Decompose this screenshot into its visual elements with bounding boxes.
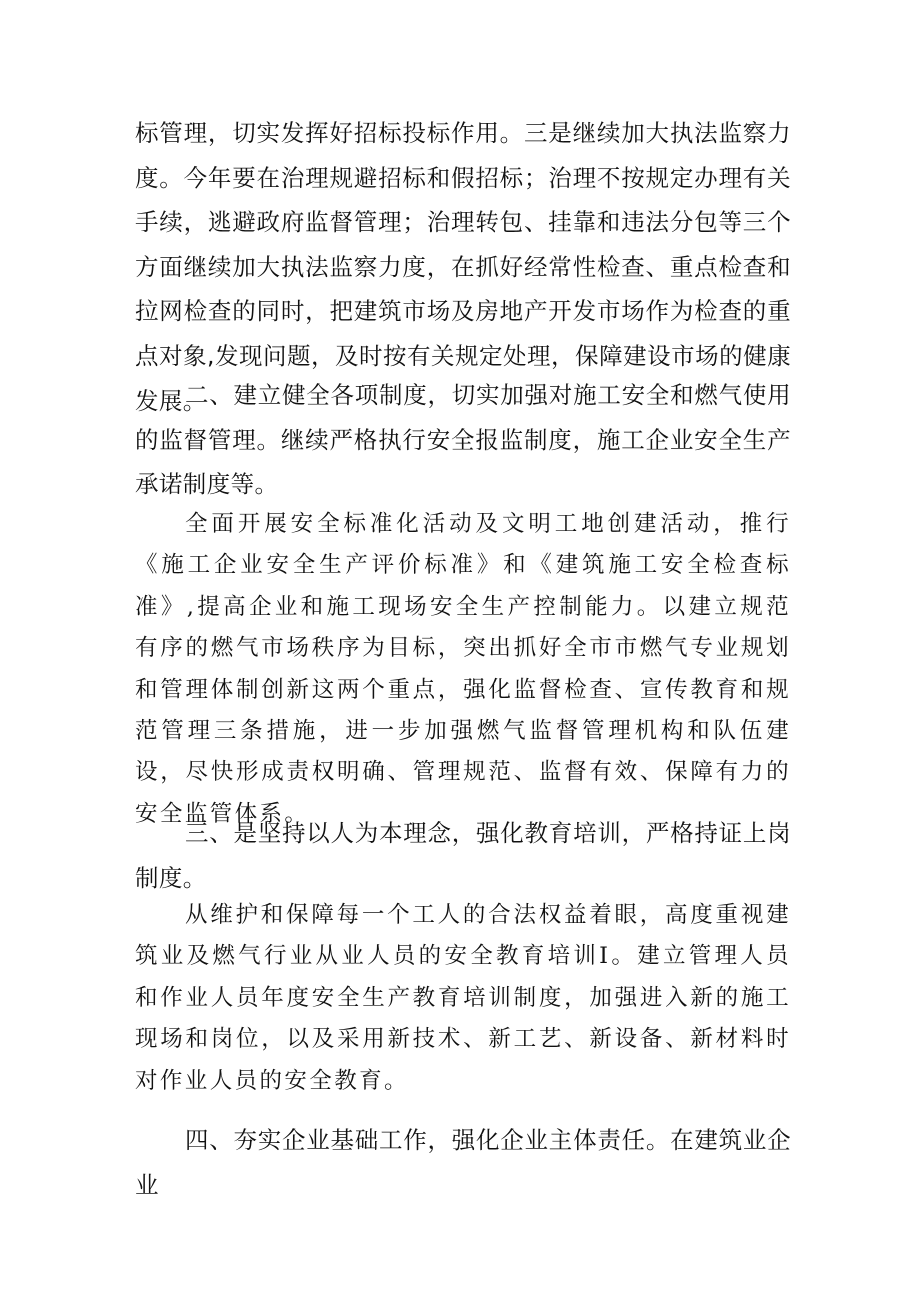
paragraph-tendering-supervision: 标管理，切实发挥好招标投标作用。三是继续加大执法监察力度。今年要在治理规避招标和假招标；治理不按规定办理有关手续，逃避政府监督管理；治理转包、挂靠和违法分包等三个方面继续加大执法监察力度，在抓好经常性检查、重点检查和拉网检查的同时，把建筑市场及房地产开发市场作为检查的重点对象,发现问题，及时按有关规定处理，保障建设市场的健康发展。 — [135, 119, 791, 415]
paragraph-safety-standardization: 全面开展安全标准化活动及文明工地创建活动，推行《施工企业安全生产评价标准》和《建筑施工安全检查标准》,提高企业和施工现场安全生产控制能力。以建立规范有序的燃气市场秩序为目标，突出抓好全市市燃气专业规划和管理体制创新这两个重点，强化监督检查、宣传教育和规范管理三条措施，进一步加强燃气监督管理机构和队伍建设，尽快形成责权明确、管理规范、监督有效、保障有力的安全监管体系。 — [135, 511, 791, 827]
paragraph-worker-training: 从维护和保障每一个工人的合法权益着眼，高度重视建筑业及燃气行业从业人员的安全教育培训I。建立管理人员和作业人员年度安全生产教育培训制度，加强进入新的施工现场和岗位，以及采用新技术、新工艺、新设备、新材料时对作业人员的安全教育。 — [135, 902, 791, 1094]
section-heading-three: 三、是坚持以人为本理念，强化教育培训，严格持证上岗制度。 — [135, 819, 791, 892]
section-heading-four: 四、夯实企业基础工作，强化企业主体责任。在建筑业企业 — [135, 1126, 791, 1199]
section-heading-two: 二、建立健全各项制度，切实加强对施工安全和燃气使用的监督管理。继续严格执行安全报监制度，施工企业安全生产承诺制度等。 — [135, 381, 791, 499]
